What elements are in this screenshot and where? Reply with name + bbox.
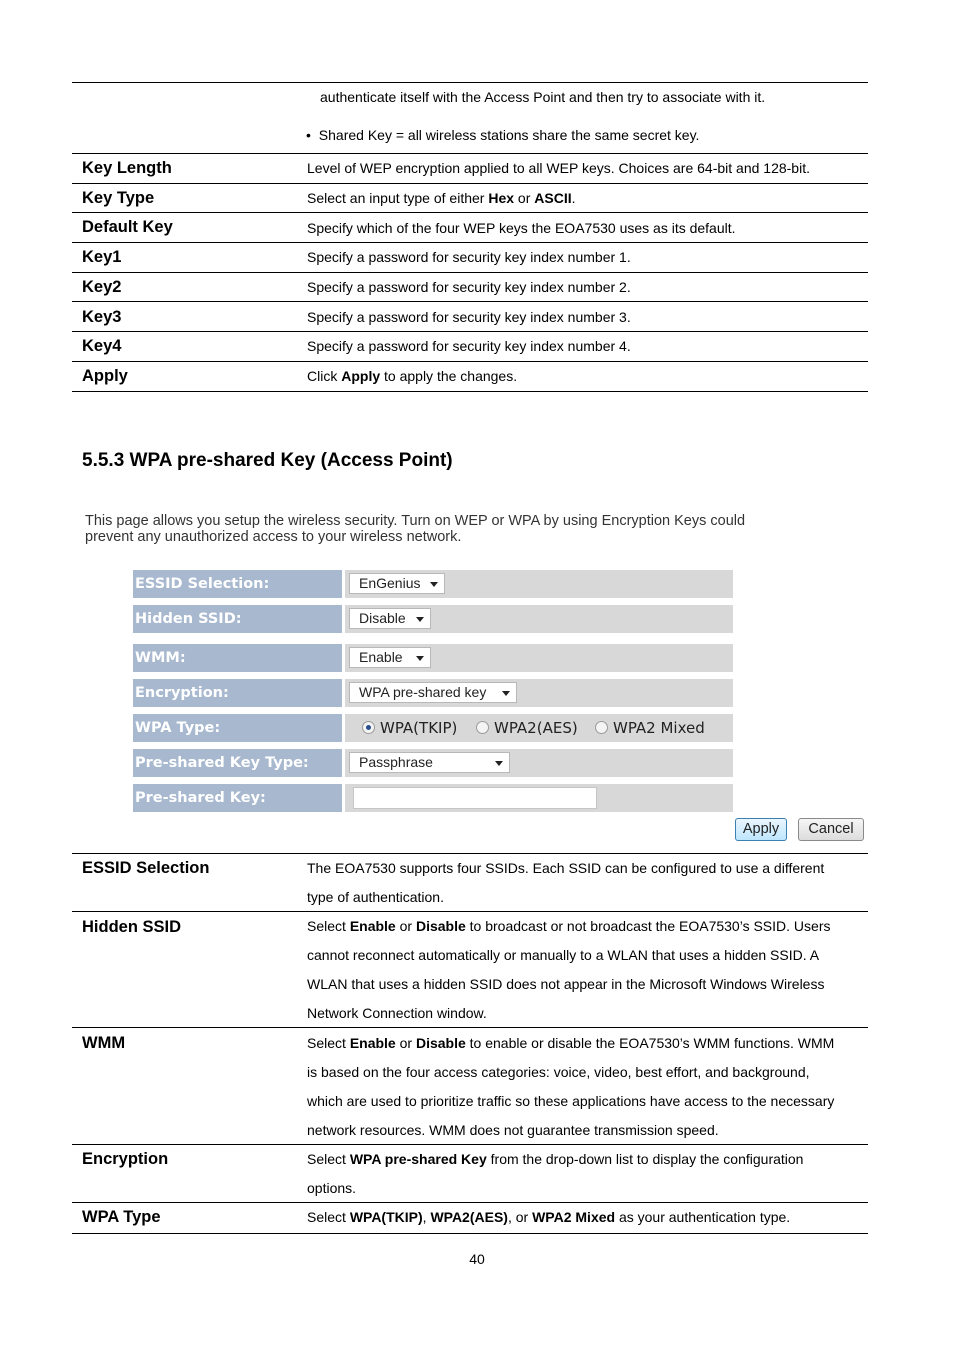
form-row-psk-type [133, 749, 733, 777]
wmm-select[interactable] [349, 647, 431, 668]
psk-label: Pre-shared Key: [133, 784, 342, 812]
apply-button[interactable]: Apply [735, 818, 787, 841]
row-term: Key4 [82, 337, 122, 355]
table-row [72, 153, 868, 184]
wpa2-aes-label: WPA2(AES) [494, 719, 578, 737]
auth-continuation-text: authenticate itself with the Access Point and then try to associate with it. [320, 89, 766, 105]
wpa-tkip-label: WPA(TKIP) [380, 719, 458, 737]
row-desc: Click Apply to apply the changes. [307, 368, 518, 384]
row-term: Apply [82, 367, 128, 385]
psk-type-select[interactable] [349, 752, 510, 773]
bullet-text: Shared Key = all wireless stations share the same secret key. [318, 127, 700, 143]
chevron-down-icon [495, 761, 503, 766]
table-row [72, 183, 868, 213]
row-desc: Select WPA(TKIP), WPA2(AES), or WPA2 Mixed as your authentication type. [307, 1209, 791, 1225]
row-desc: Specify a password for security key index number 2. [307, 279, 631, 295]
table-row [72, 361, 868, 392]
encryption-label: Encryption: [133, 679, 342, 707]
row-term: Encryption [82, 1150, 169, 1168]
row-desc: Specify which of the four WEP keys the EOA7530 uses as its default. [307, 220, 736, 236]
hidden-ssid-value-cell [345, 605, 733, 633]
encryption-select[interactable] [349, 682, 517, 703]
row-term: Key Length [82, 159, 172, 177]
table-row [72, 242, 868, 273]
psk-input[interactable] [353, 787, 597, 809]
section-heading: 5.5.3 WPA pre-shared Key (Access Point) [82, 450, 453, 471]
psk-value-cell [345, 784, 733, 812]
row-desc: Specify a password for security key index number 1. [307, 249, 631, 265]
table-row [72, 331, 868, 362]
row-term: ESSID Selection [82, 859, 210, 877]
row-term: Default Key [82, 218, 173, 236]
row-term: Key Type [82, 189, 155, 207]
row-term: Key1 [82, 248, 122, 266]
chevron-down-icon [416, 617, 424, 622]
table-row [72, 1202, 868, 1234]
row-desc: Select WPA pre-shared Key from the drop-down list to display the configuration options. [307, 1151, 804, 1196]
row-desc: Select an input type of either Hex or ASCII. [307, 190, 576, 206]
psk-type-label: Pre-shared Key Type: [133, 749, 342, 777]
table-row [72, 853, 868, 912]
intro-line: This page allows you setup the wireless security. Turn on WEP or WPA by using Encryption Keys could [85, 513, 746, 529]
form-row-essid [133, 570, 733, 598]
hidden-ssid-select[interactable] [349, 608, 431, 629]
form-row-hidden-ssid [133, 605, 733, 633]
row-desc: Select Enable or Disable to broadcast or not broadcast the EOA7530’s SSID. Users cannot reconnect automatically or manually to a WLAN that uses a hidden SSID. A WLAN that uses a hidden SSID does not appear in the Microsoft Windows Wireless Network Connection window. [307, 918, 831, 1021]
form-row-wpa-type [133, 714, 733, 742]
table-row [72, 301, 868, 332]
table-row [72, 272, 868, 302]
row-desc: Level of WEP encryption applied to all WEP keys. Choices are 64-bit and 128-bit. [307, 160, 810, 176]
table-row [72, 1027, 868, 1145]
wpa2-mixed-label: WPA2 Mixed [613, 719, 705, 737]
cancel-button[interactable]: Cancel [798, 818, 864, 841]
table-top-border [72, 82, 868, 83]
bullet-item [306, 127, 699, 143]
row-term: Key2 [82, 278, 122, 296]
screenshot-intro [85, 513, 825, 545]
form-row-encryption [133, 679, 733, 707]
essid-label: ESSID Selection: [133, 570, 342, 598]
wpa-type-label: WPA Type: [133, 714, 342, 742]
row-term: Hidden SSID [82, 918, 182, 936]
row-term: Key3 [82, 308, 122, 326]
psk-type-select-value: Passphrase [359, 754, 433, 770]
row-desc: The EOA7530 supports four SSIDs. Each SSID can be configured to use a different type of authentication. [307, 860, 825, 905]
row-desc: Specify a password for security key index number 4. [307, 338, 631, 354]
encryption-select-value: WPA pre-shared key [359, 684, 487, 700]
bullet-icon: • [306, 127, 311, 143]
wmm-value-cell [345, 644, 733, 672]
essid-select-value: EnGenius [359, 575, 421, 591]
wpa2-aes-radio[interactable] [476, 721, 489, 734]
table-row [72, 1144, 868, 1203]
row-term: WMM [82, 1034, 126, 1052]
essid-select[interactable] [349, 573, 445, 594]
chevron-down-icon [416, 656, 424, 661]
table-row [72, 911, 868, 1028]
encryption-value-cell [345, 679, 733, 707]
hidden-ssid-select-value: Disable [359, 610, 406, 626]
wmm-label: WMM: [133, 644, 342, 672]
wpa2-mixed-radio[interactable] [595, 721, 608, 734]
row-desc: Select Enable or Disable to enable or disable the EOA7530’s WMM functions. WMM is based on the four access categories: voice, video, best effort, and background, which are used to prioritize traffic so these applications have access to the necessary network resources. WMM does not guarantee transmission speed. [307, 1035, 835, 1138]
row-term: WPA Type [82, 1208, 161, 1226]
page-number: 40 [469, 1251, 485, 1267]
table-row [72, 212, 868, 243]
row-desc: Specify a password for security key index number 3. [307, 309, 631, 325]
chevron-down-icon [502, 691, 510, 696]
psk-type-value-cell [345, 749, 733, 777]
hidden-ssid-label: Hidden SSID: [133, 605, 342, 633]
chevron-down-icon [430, 582, 438, 587]
form-row-wmm [133, 644, 733, 672]
form-row-psk [133, 784, 733, 812]
essid-value-cell [345, 570, 733, 598]
intro-line: prevent any unauthorized access to your wireless network. [85, 529, 462, 545]
wpa-type-value-cell [345, 714, 733, 742]
wmm-select-value: Enable [359, 649, 403, 665]
wpa-tkip-radio[interactable] [362, 721, 375, 734]
